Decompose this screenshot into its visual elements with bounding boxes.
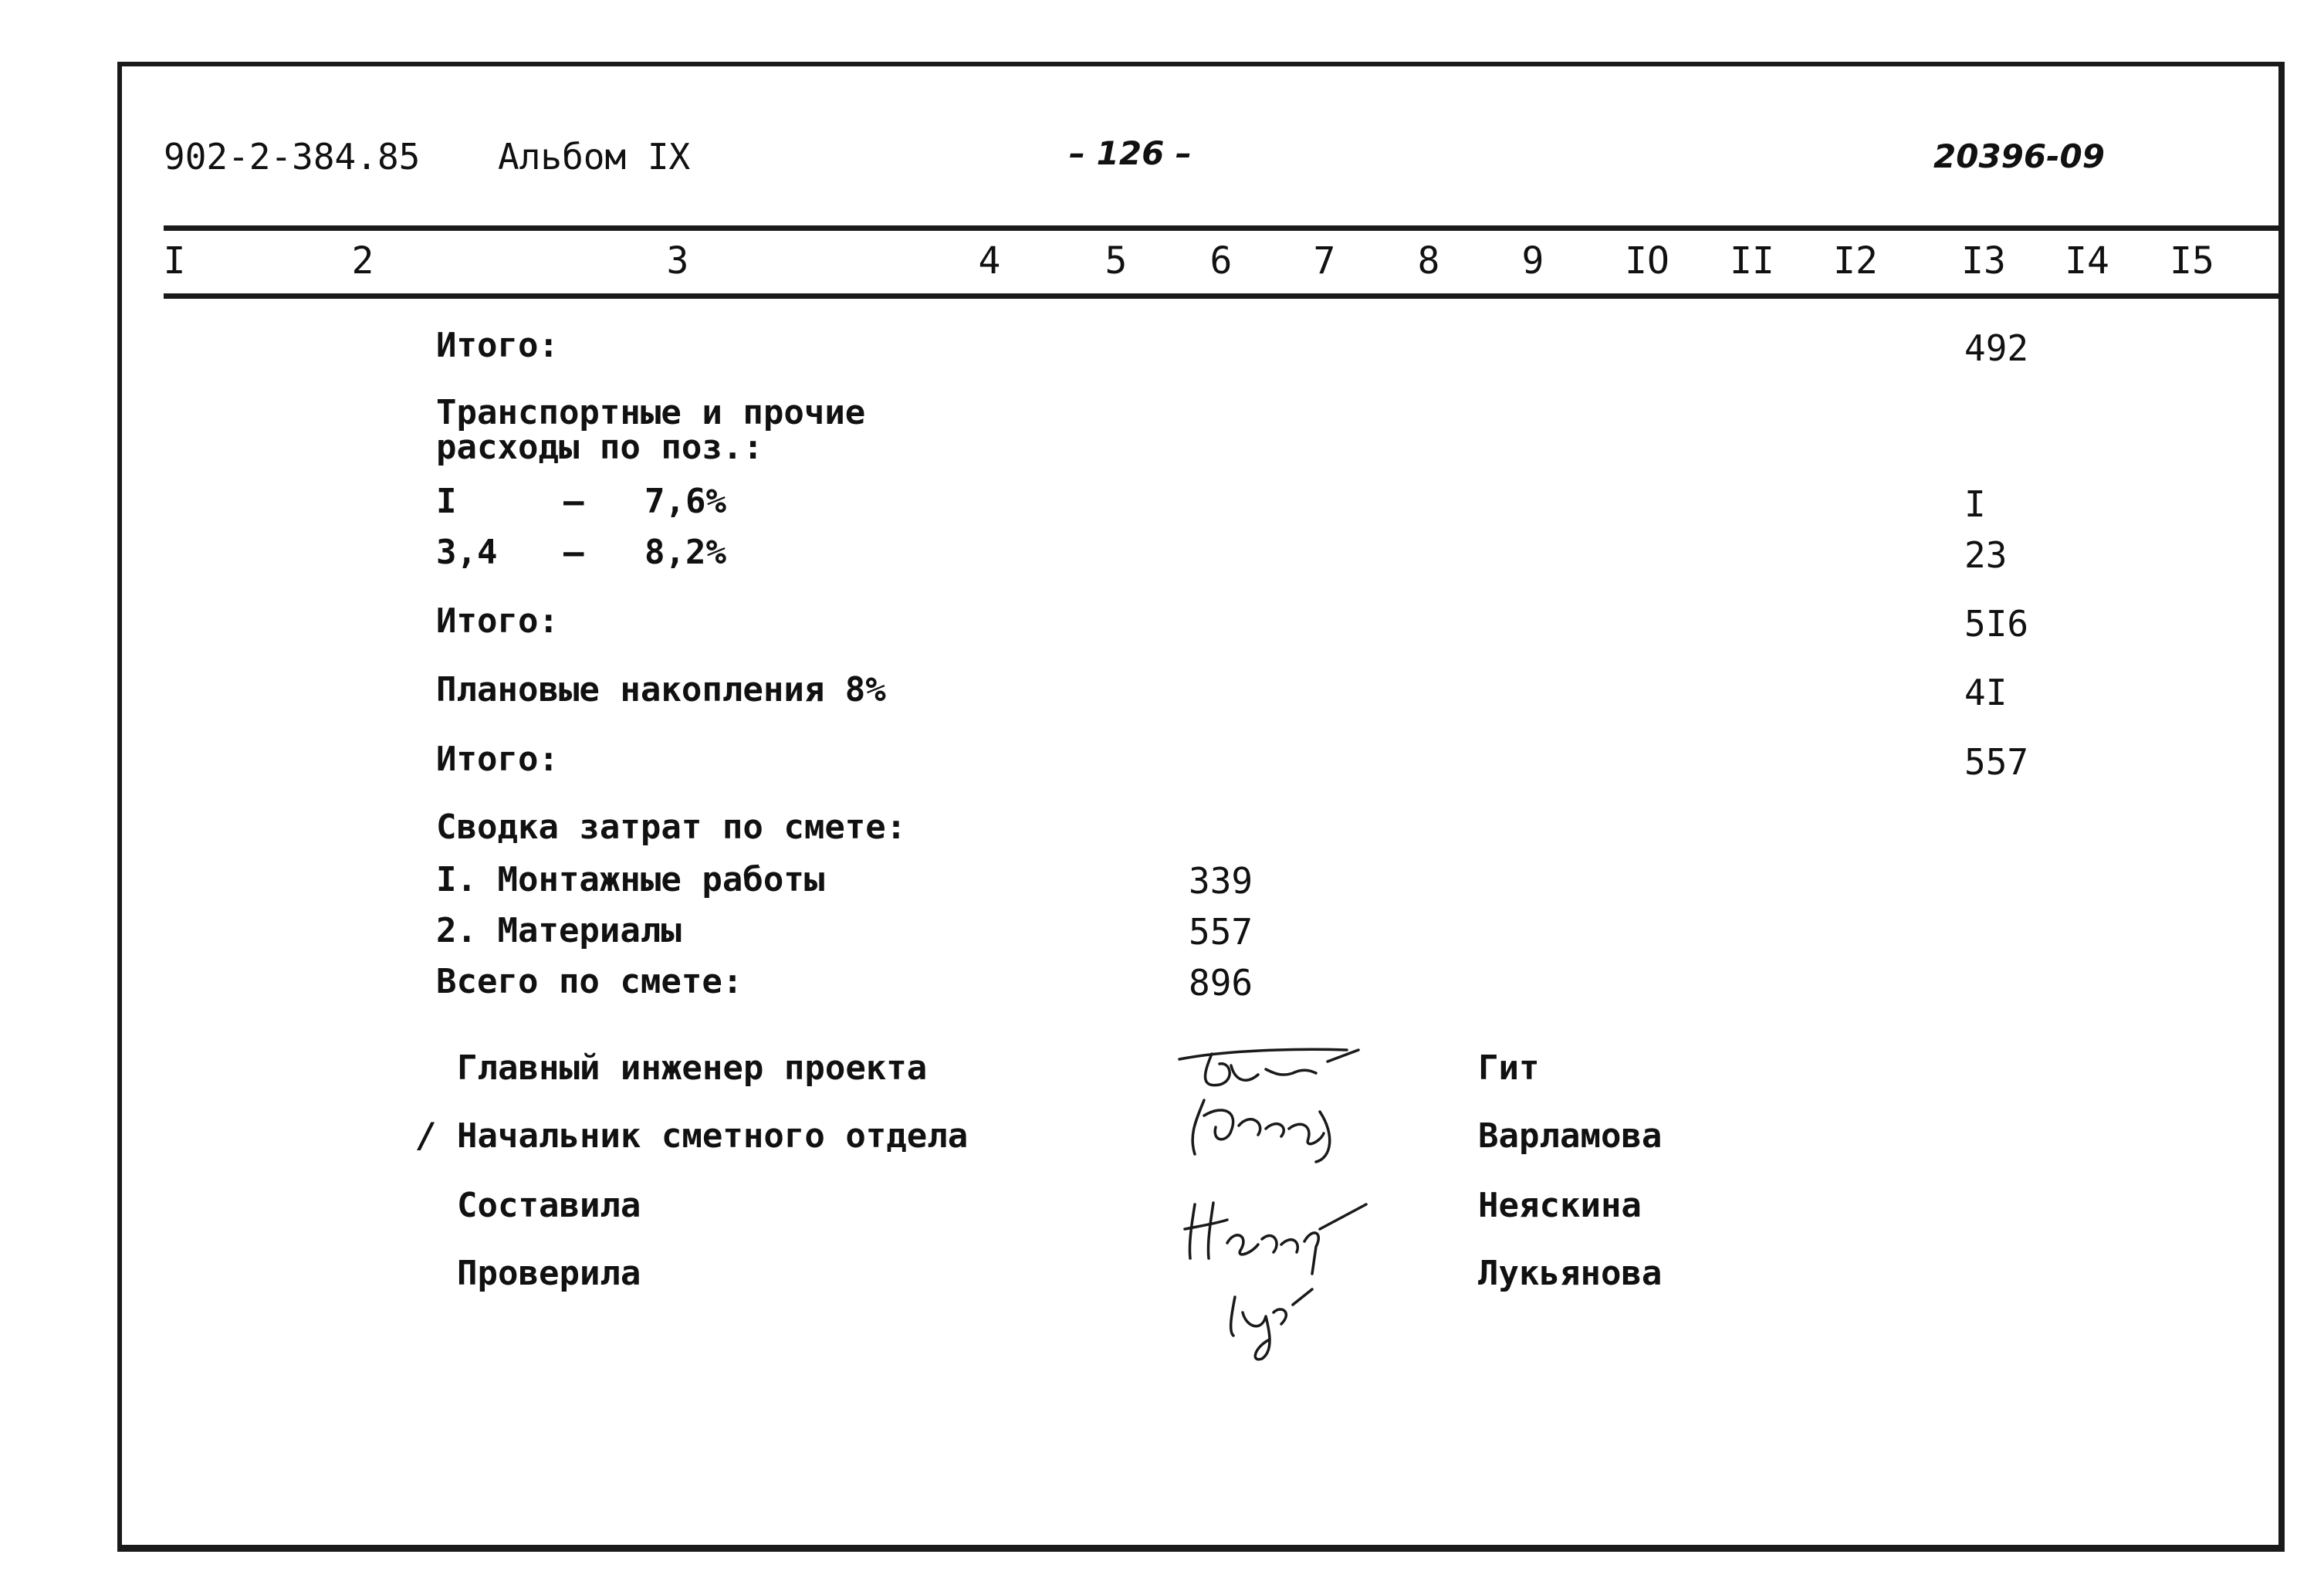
signature-estimate-department-head	[1192, 1100, 1330, 1162]
column-number: 6	[1209, 239, 1233, 283]
signature-name: Лукьянова	[1478, 1254, 1663, 1293]
position-1-value: I	[1964, 483, 1986, 525]
summary-total-label: Всего по смете:	[436, 962, 743, 1001]
album-label: Альбом IX	[498, 136, 691, 178]
column-header-top-rule	[164, 225, 2278, 231]
column-number: I	[163, 239, 186, 283]
summary-item-value: 339	[1189, 860, 1253, 902]
position-2-value: 23	[1964, 534, 2008, 576]
doc-code: 902-2-384.85	[164, 136, 421, 178]
column-number: I5	[2170, 239, 2214, 283]
transport-label-line2: расходы по поз.:	[436, 428, 763, 467]
column-number: 4	[978, 239, 1001, 283]
total-value-2: 5I6	[1964, 603, 2029, 645]
summary-title: Сводка затрат по смете:	[436, 808, 907, 847]
column-number: 8	[1417, 239, 1440, 283]
total-label-2: Итого:	[436, 601, 559, 641]
inventory-number: 20396-09	[1933, 137, 2105, 175]
column-number: 9	[1521, 239, 1544, 283]
total-label-1: Итого:	[436, 326, 559, 365]
signature-role: Составила	[457, 1186, 641, 1225]
position-1: I	[436, 482, 457, 521]
total-label-3: Итого:	[436, 740, 559, 779]
transport-label-line1: Транспортные и прочие	[436, 393, 866, 432]
signature-name: Неяскина	[1478, 1186, 1642, 1225]
position-2-percent: 8,2%	[644, 533, 726, 572]
column-number: IO	[1625, 239, 1669, 283]
column-number: I2	[1833, 239, 1878, 283]
signature-chief-engineer	[1179, 1049, 1358, 1085]
column-number: II	[1730, 239, 1774, 283]
signature-name: Варламова	[1478, 1116, 1663, 1156]
signature-name: Гит	[1478, 1048, 1540, 1088]
signature-checker	[1231, 1289, 1312, 1360]
position-1-percent: 7,6%	[644, 482, 726, 521]
column-header-bottom-rule	[164, 293, 2278, 299]
signature-role: Начальник сметного отдела	[457, 1116, 969, 1156]
margin-tick-mark: /	[417, 1116, 438, 1156]
planned-savings-value: 4I	[1964, 672, 2008, 713]
position-1-dash: –	[563, 482, 584, 521]
planned-savings-label: Плановые накопления 8%	[436, 670, 886, 709]
column-number: I3	[1961, 239, 2006, 283]
column-number: 2	[351, 239, 374, 283]
handwritten-signatures	[1158, 1027, 1451, 1366]
summary-item-value: 557	[1189, 911, 1253, 953]
page-number: – 126 –	[1069, 134, 1192, 172]
column-number: 5	[1104, 239, 1128, 283]
signature-role: Главный инженер проекта	[457, 1048, 928, 1088]
total-value-3: 557	[1964, 741, 2029, 783]
summary-item-label: 2. Материалы	[436, 911, 682, 950]
position-2-dash: –	[563, 533, 584, 572]
signature-role: Проверила	[457, 1254, 641, 1293]
total-value-1: 492	[1964, 327, 2029, 369]
summary-item-label: I. Монтажные работы	[436, 860, 825, 899]
signature-compiler	[1185, 1203, 1366, 1274]
column-number: 7	[1313, 239, 1336, 283]
column-number: 3	[666, 239, 689, 283]
summary-total-value: 896	[1189, 962, 1253, 1004]
position-2: 3,4	[436, 533, 498, 572]
column-number: I4	[2065, 239, 2109, 283]
